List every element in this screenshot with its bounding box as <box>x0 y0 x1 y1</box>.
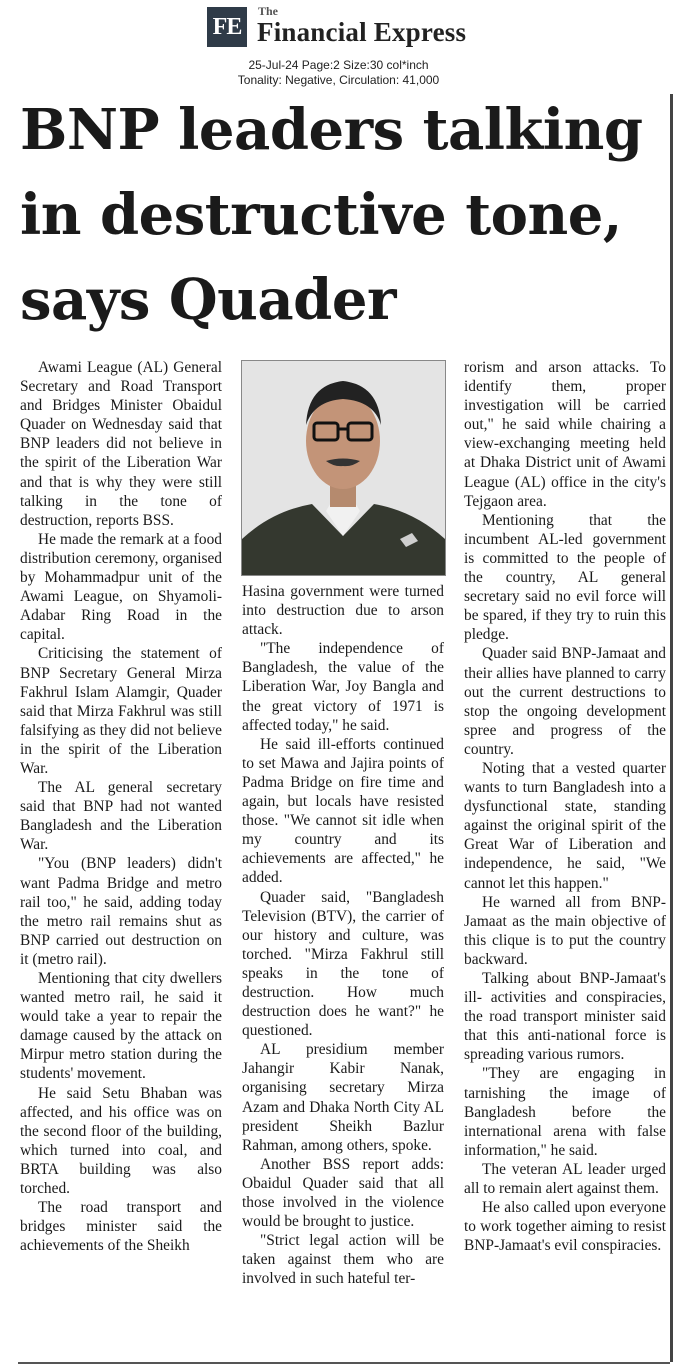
article-paragraph: "Strict legal action will be taken against them who are involved in such hateful ter- <box>242 1232 444 1288</box>
article-paragraph: He said ill-efforts continued to set Mawa and Jajira points of Padma Bridge on fire time and again, but locals have resisted those. "We cannot sit idle when my country and its achievements are affected," he added. <box>242 735 444 887</box>
article-paragraph: Talking about BNP-Jamaat's ill- activities and conspiracies, the road transport minister said that this anti-national force is spreading various rumors. <box>464 970 666 1064</box>
headline-line-2: in destructive tone, <box>20 182 622 248</box>
portrait-photo <box>241 360 446 576</box>
headline-line-3: says Quader <box>20 267 396 333</box>
article-column-2 <box>242 582 444 1288</box>
article-paragraph: He also called upon everyone to work together aiming to resist BNP-Jamaat's evil conspiracies. <box>464 1199 666 1255</box>
article-paragraph: Criticising the statement of BNP Secretary General Mirza Fakhrul Islam Alamgir, Quader said that Mirza Fakhrul was still falsifying as they did not believe in the spirit of the Liberation War. <box>20 645 222 777</box>
article-paragraph: "They are engaging in tarnishing the image of Bangladesh before the international arena with false information," he said. <box>464 1065 666 1159</box>
brand-the: The <box>258 4 279 18</box>
article-paragraph: Hasina government were turned into destruction due to arson attack. <box>242 583 444 639</box>
masthead <box>0 0 677 92</box>
headline-line-1: BNP leaders talking <box>20 97 643 163</box>
article-paragraph: The veteran AL leader urged all to remain alert against them. <box>464 1160 666 1198</box>
article-paragraph: Awami League (AL) General Secretary and Road Transport and Bridges Minister Obaidul Quader on Wednesday said that BNP leaders did not believe in the spirit of the Liberation War and that is why they were still talking in the tone of destruction, reports BSS. <box>20 359 222 529</box>
bottom-border-rule <box>18 1362 670 1364</box>
article-paragraph: Quader said, "Bangladesh Television (BTV), the carrier of our history and culture, was torched. "Mirza Fakhrul still speaks in the tone of destruction. How much destruction does he want?" he questioned. <box>242 888 444 1040</box>
article-paragraph: Another BSS report adds: Obaidul Quader said that all those involved in the violence would be brought to justice. <box>242 1155 444 1231</box>
fe-logo: FE <box>207 7 247 47</box>
article-paragraph: He warned all from BNP-Jamaat as the main objective of this clique is to put the country backward. <box>464 893 666 968</box>
article-paragraph: Mentioning that city dwellers wanted metro rail, he said it would take a year to repair the damage caused by the attack on Mirpur metro station during the students' movement. <box>20 970 222 1083</box>
article-paragraph: The road transport and bridges minister said the achievements of the Sheikh <box>20 1199 222 1255</box>
right-border-rule <box>670 94 673 1362</box>
article-column-1 <box>20 358 222 1255</box>
article-paragraph: Mentioning that the incumbent AL-led government is committed to the people of the country, AL general secretary said no evil force will be spared, if they try to ruin this pledge. <box>464 511 666 644</box>
article-paragraph: Quader said BNP-Jamaat and their allies have planned to carry out the current destructions to stop the ongoing development spree and progress of the country. <box>464 645 666 758</box>
article-paragraph: Noting that a vested quarter wants to turn Bangladesh into a dysfunctional state, standing against the original spirit of the Great War of Liberation and independence, he said, "We cannot let this happen." <box>464 759 666 892</box>
article-paragraph: He made the remark at a food distribution ceremony, organised by Mohammadpur unit of the Awami League, on Shyamoli-Adabar Ring Road in the capital. <box>20 530 222 644</box>
clipping-meta-tonality: Tonality: Negative, Circulation: 41,000 <box>237 73 440 87</box>
portrait-photo-icon <box>242 361 445 575</box>
clipping-meta-date: 25-Jul-24 Page:2 Size:30 col*inch <box>248 58 429 72</box>
article-paragraph: The AL general secretary said that BNP had not wanted Bangladesh and the Liberation War. <box>20 779 222 854</box>
article-column-3 <box>464 358 666 1255</box>
brand-name: Financial Express <box>257 17 467 47</box>
article-paragraph: AL presidium member Jahangir Kabir Nanak, organising secretary Mirza Azam and Dhaka North City AL president Sheikh Bazlur Rahman, among others, spoke. <box>242 1041 444 1154</box>
article-paragraph: "You (BNP leaders) didn't want Padma Bridge and metro rail too," he said, adding today the metro rail remains shut as BNP carried out destruction on it (metro rail). <box>20 855 222 968</box>
headline <box>20 88 670 343</box>
article-paragraph: rorism and arson attacks. To identify them, proper investigation will be carried out," he said while chairing a view-exchanging meeting held at Dhaka District unit of Awami League (AL) office in the city's Tejgaon area. <box>464 359 666 510</box>
article-paragraph: He said Setu Bhaban was affected, and his office was on the second floor of the building, which turned into coal, and BRTA building was also torched. <box>20 1084 222 1198</box>
article-paragraph: "The independence of Bangladesh, the value of the Liberation War, Joy Bangla and the great victory of 1971 is affected today," he said. <box>242 640 444 734</box>
